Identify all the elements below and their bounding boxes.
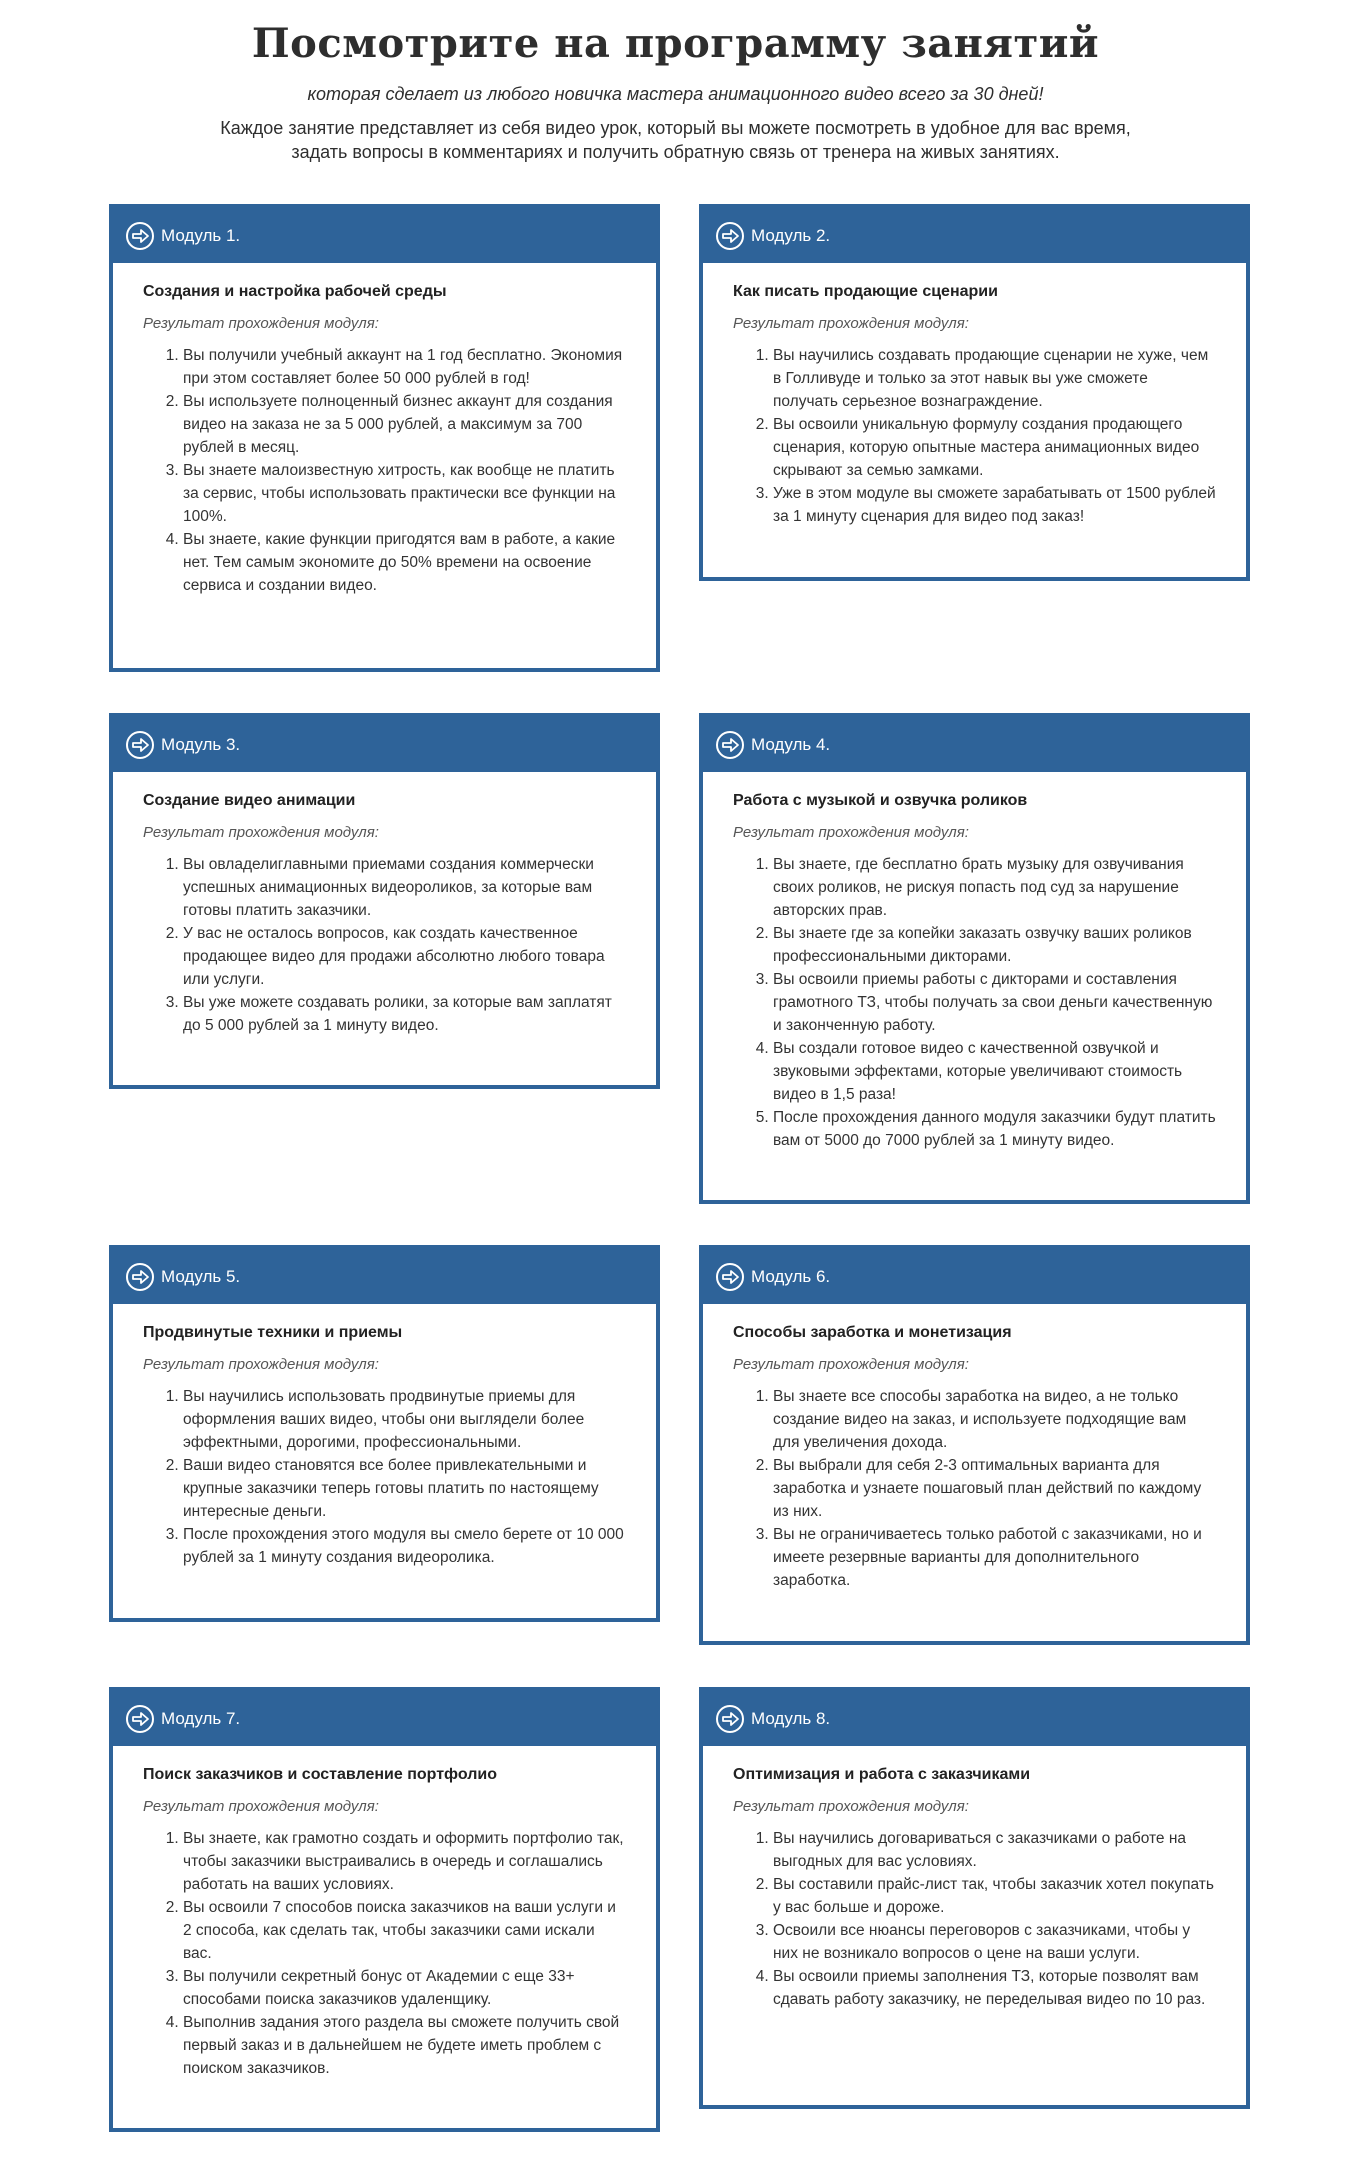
module-body: [703, 1746, 1246, 2011]
module-label: Модуль 8.: [751, 1708, 831, 1728]
module-body: [113, 772, 656, 1037]
result-list: [733, 344, 1216, 528]
module-header: [703, 1691, 1246, 1746]
list-item: 5. После прохождения данного модуля заказчики будут платить вам от 5000 до 7000 рублей за 1 минуту видео.: [773, 1106, 1216, 1152]
module-card-3: [109, 713, 660, 1089]
result-label: Результат прохождения модуля:: [733, 315, 969, 332]
result-label: Результат прохождения модуля:: [143, 315, 379, 332]
list-item: 4. Выполнив задания этого раздела вы сможете получить свой первый заказ и в дальнейшем не будете иметь проблем с поиском заказчиков.: [183, 2011, 626, 2080]
module-card-1: [109, 204, 660, 672]
list-item: 3. Вы освоили приемы работы с дикторами и составления грамотного ТЗ, чтобы получать за свои деньги качественную и законченную работу.: [773, 968, 1216, 1037]
module-title: Продвинутые техники и приемы: [143, 1324, 403, 1341]
module-card-4: [699, 713, 1250, 1204]
list-item: 2. Вы выбрали для себя 2-3 оптимальных варианта для заработка и узнаете пошаговый план действий по каждому из них.: [773, 1454, 1216, 1523]
list-item: 2. Вы составили прайс-лист так, чтобы заказчик хотел покупать у вас больше и дороже.: [773, 1873, 1216, 1919]
module-body: [113, 263, 656, 597]
result-list: [143, 344, 626, 597]
result-label: Результат прохождения модуля:: [733, 1356, 969, 1373]
result-label: Результат прохождения модуля:: [143, 824, 379, 841]
result-label: Результат прохождения модуля:: [733, 824, 969, 841]
module-label: Модуль 1.: [161, 225, 241, 245]
module-body: [703, 263, 1246, 528]
arrow-right-circle-icon: [715, 221, 745, 251]
arrow-right-circle-icon: [125, 1704, 155, 1734]
result-label: Результат прохождения модуля:: [733, 1798, 969, 1815]
result-list: [143, 1827, 626, 2080]
list-item: 2. Вы освоили уникальную формулу создания продающего сценария, которую опытные мастера анимационных видео скрывают за семью замками.: [773, 413, 1216, 482]
module-header: [113, 1249, 656, 1304]
module-header: [703, 208, 1246, 263]
list-item: 1. Вы научились создавать продающие сценарии не хуже, чем в Голливуде и только за этот навык вы уже сможете получать серьезное вознаграждение.: [773, 344, 1216, 413]
list-item: 2. Ваши видео становятся все более привлекательными и крупные заказчики теперь готовы платить по настоящему интересные деньги.: [183, 1454, 626, 1523]
list-item: 1. Вы знаете, где бесплатно брать музыку для озвучивания своих роликов, не рискуя попасть под суд за нарушение авторских прав.: [773, 853, 1216, 922]
list-item: 1. Вы овладелиглавными приемами создания коммерчески успешных анимационных видеороликов, за которые вам готовы платить заказчики.: [183, 853, 626, 922]
result-label: Результат прохождения модуля:: [143, 1356, 379, 1373]
page-intro: [175, 116, 1176, 164]
module-title: Как писать продающие сценарии: [733, 283, 998, 300]
list-item: 4. Вы знаете, какие функции пригодятся вам в работе, а какие нет. Тем самым экономите до 50% времени на освоение сервиса и создании видео.: [183, 528, 626, 597]
module-body: [113, 1746, 656, 2080]
list-item: 2. Вы освоили 7 способов поиска заказчиков на ваши услуги и 2 способа, как сделать так, чтобы заказчики сами искали вас.: [183, 1896, 626, 1965]
list-item: 1. Вы получили учебный аккаунт на 1 год бесплатно. Экономия при этом составляет более 50 000 рублей в год!: [183, 344, 626, 390]
result-list: [733, 1827, 1216, 2011]
list-item: 1. Вы знаете все способы заработка на видео, а не только создание видео на заказ, и используете подходящие вам для увеличения дохода.: [773, 1385, 1216, 1454]
module-body: [703, 1304, 1246, 1592]
arrow-right-circle-icon: [125, 730, 155, 760]
module-card-6: [699, 1245, 1250, 1645]
result-list: [143, 1385, 626, 1569]
list-item: 1. Вы научились использовать продвинутые приемы для оформления ваших видео, чтобы они выглядели более эффектными, дорогими, профессиональными.: [183, 1385, 626, 1454]
module-card-7: [109, 1687, 660, 2132]
arrow-right-circle-icon: [125, 221, 155, 251]
module-title: Создания и настройка рабочей среды: [143, 283, 447, 300]
list-item: 2. Вы используете полноценный бизнес аккаунт для создания видео на заказа не за 5 000 рублей, а максимум за 700 рублей в месяц.: [183, 390, 626, 459]
page-intro-line-1: Каждое занятие представляет из себя видео урок, который вы можете посмотреть в удобное для вас время,: [220, 118, 1131, 138]
list-item: 2. У вас не осталось вопросов, как создать качественное продающее видео для продажи абсолютно любого товара или услуги.: [183, 922, 626, 991]
module-title: Поиск заказчиков и составление портфолио: [143, 1766, 497, 1783]
module-title: Способы заработка и монетизация: [733, 1324, 1012, 1341]
list-item: 3. Вы уже можете создавать ролики, за которые вам заплатят до 5 000 рублей за 1 минуту видео.: [183, 991, 626, 1037]
module-body: [113, 1304, 656, 1569]
result-label: Результат прохождения модуля:: [143, 1798, 379, 1815]
module-label: Модуль 7.: [161, 1708, 241, 1728]
module-header: [703, 1249, 1246, 1304]
list-item: 3. После прохождения этого модуля вы смело берете от 10 000 рублей за 1 минуту создания видеоролика.: [183, 1523, 626, 1569]
module-header: [113, 208, 656, 263]
module-label: Модуль 6.: [751, 1266, 831, 1286]
arrow-right-circle-icon: [715, 1704, 745, 1734]
list-item: 1. Вы научились договариваться с заказчиками о работе на выгодных для вас условиях.: [773, 1827, 1216, 1873]
arrow-right-circle-icon: [125, 1262, 155, 1292]
page-subtitle: которая сделает из любого новичка мастера анимационного видео всего за 30 дней!: [307, 84, 1044, 104]
arrow-right-circle-icon: [715, 730, 745, 760]
module-title: Оптимизация и работа с заказчиками: [733, 1766, 1031, 1783]
page-intro-line-2: задать вопросы в комментариях и получить обратную связь от тренера на живых занятиях.: [291, 142, 1060, 162]
module-label: Модуль 3.: [161, 734, 241, 754]
list-item: 3. Вы не ограничиваетесь только работой с заказчиками, но и имеете резервные варианты для дополнительного заработка.: [773, 1523, 1216, 1592]
list-item: 3. Вы знаете малоизвестную хитрость, как вообще не платить за сервис, чтобы использовать практически все функции на 100%.: [183, 459, 626, 528]
list-item: 3. Освоили все нюансы переговоров с заказчиками, чтобы у них не возникало вопросов о цене на ваши услуги.: [773, 1919, 1216, 1965]
module-header: [113, 1691, 656, 1746]
list-item: 3. Уже в этом модуле вы сможете зарабатывать от 1500 рублей за 1 минуту сценария для видео под заказ!: [773, 482, 1216, 528]
list-item: 4. Вы освоили приемы заполнения ТЗ, которые позволят вам сдавать работу заказчику, не переделывая видео по 10 раз.: [773, 1965, 1216, 2011]
module-label: Модуль 4.: [751, 734, 831, 754]
result-list: [143, 853, 626, 1037]
module-title: Создание видео анимации: [143, 792, 356, 809]
list-item: 4. Вы создали готовое видео с качественной озвучкой и звуковыми эффектами, которые увеличивают стоимость видео в 1,5 раза!: [773, 1037, 1216, 1106]
module-header: [703, 717, 1246, 772]
list-item: 3. Вы получили секретный бонус от Академии с еще 33+ способами поиска заказчиков удаленщику.: [183, 1965, 626, 2011]
result-list: [733, 1385, 1216, 1592]
module-header: [113, 717, 656, 772]
list-item: 2. Вы знаете где за копейки заказать озвучку ваших роликов профессиональными дикторами.: [773, 922, 1216, 968]
module-body: [703, 772, 1246, 1152]
result-list: [733, 853, 1216, 1152]
module-label: Модуль 2.: [751, 225, 831, 245]
module-label: Модуль 5.: [161, 1266, 241, 1286]
arrow-right-circle-icon: [715, 1262, 745, 1292]
module-card-8: [699, 1687, 1250, 2109]
module-title: Работа с музыкой и озвучка роликов: [733, 792, 1028, 809]
module-card-5: [109, 1245, 660, 1622]
module-card-2: [699, 204, 1250, 581]
page-title: Посмотрите на программу занятий: [251, 20, 1100, 67]
list-item: 1. Вы знаете, как грамотно создать и оформить портфолио так, чтобы заказчики выстраивались в очередь и соглашались работать на ваших условиях.: [183, 1827, 626, 1896]
